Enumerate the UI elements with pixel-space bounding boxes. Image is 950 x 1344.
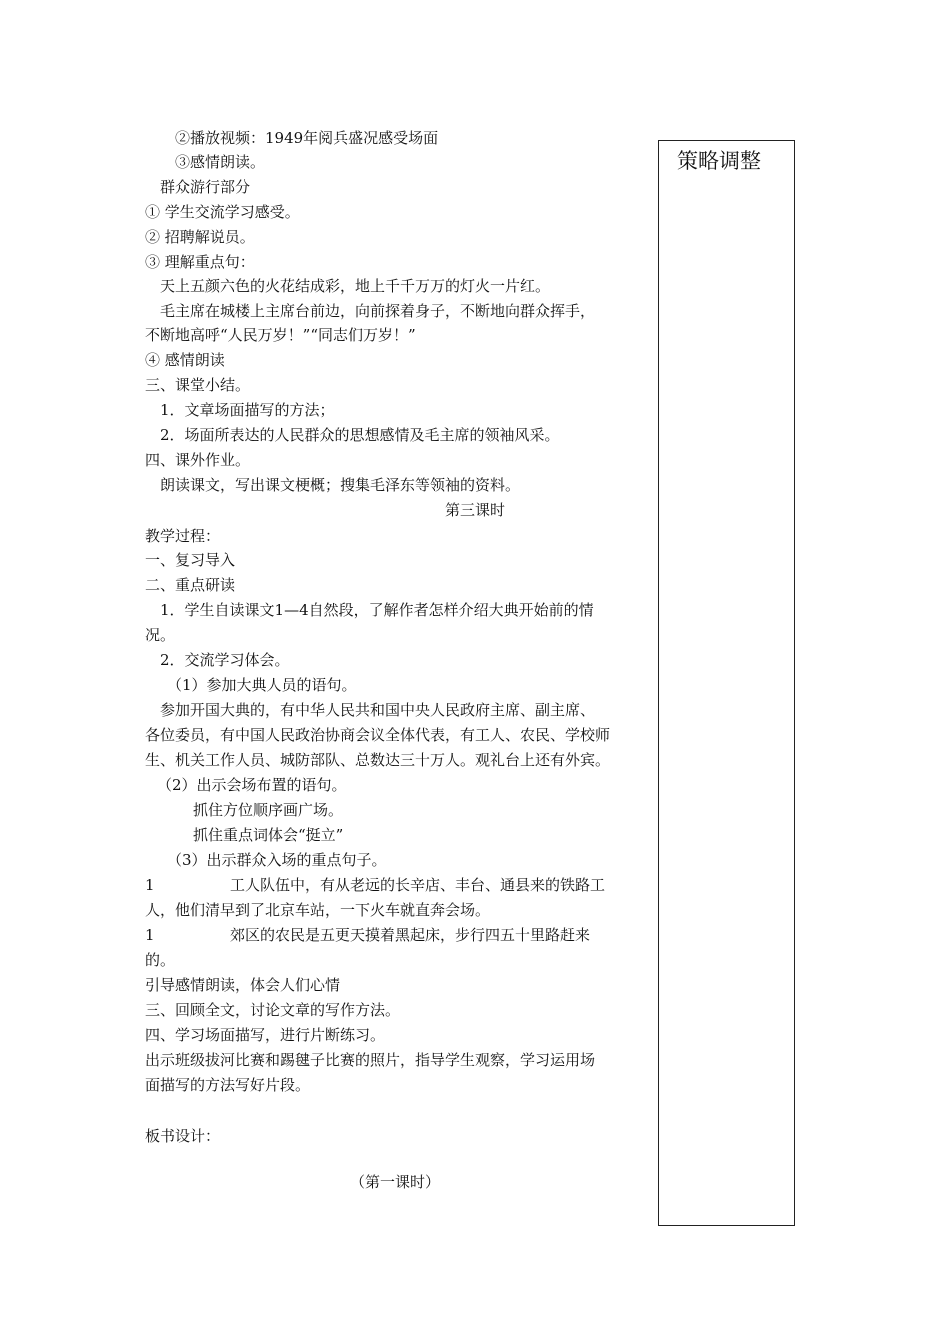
board-design-heading: （第一课时） [350, 1173, 441, 1191]
text-line: 面描写的方法写好片段。 [145, 1076, 311, 1094]
text-line: 的。 [145, 951, 176, 969]
section-heading: 三、回顾全文，讨论文章的写作方法。 [145, 1001, 401, 1019]
text-line: 板书设计： [145, 1127, 221, 1145]
text-line: 朗读课文，写出课文梗概；搜集毛泽东等领袖的资料。 [160, 476, 521, 494]
text-line: 天上五颜六色的火花结成彩，地上千千万万的灯火一片红。 [160, 277, 551, 295]
section-heading: 二、重点研读 [145, 576, 236, 594]
text-line: （1）参加大典人员的语句。 [167, 676, 357, 694]
text-line: （2）出示会场布置的语句。 [157, 776, 347, 794]
lesson-heading: 第三课时 [445, 501, 506, 519]
section-heading: 三、课堂小结。 [145, 376, 251, 394]
text-line: 参加开国大典的，有中华人民共和国中央人民政府主席、副主席、 [160, 701, 596, 719]
text-line: 1．文章场面描写的方法； [160, 401, 335, 419]
text-line: 郊区的农民是五更天摸着黑起床，步行四五十里路赶来 [230, 926, 591, 944]
text-line: 不断地高呼“人民万岁！”“同志们万岁！” [145, 326, 416, 344]
text-line: 生、机关工作人员、城防部队、总数达三十万人。观礼台上还有外宾。 [145, 751, 611, 769]
section-heading: 四、学习场面描写，进行片断练习。 [145, 1026, 386, 1044]
text-line: 引导感情朗读，体会人们心情 [145, 976, 341, 994]
text-line: （3）出示群众入场的重点句子。 [167, 851, 387, 869]
text-line: ②播放视频：1949年阅兵盛况感受场面 [175, 129, 439, 147]
text-line: 工人队伍中，有从老远的长辛店、丰台、通县来的铁路工 [230, 876, 606, 894]
strategy-adjustment-title: 策略调整 [677, 149, 761, 173]
text-line: 出示班级拔河比赛和踢毽子比赛的照片，指导学生观察，学习运用场 [145, 1051, 596, 1069]
text-line: 2．场面所表达的人民群众的思想感情及毛主席的领袖风采。 [160, 426, 560, 444]
text-line: 抓住方位顺序画广场。 [193, 801, 344, 819]
text-line: 1．学生自读课文1—4自然段，了解作者怎样介绍大典开始前的情 [160, 601, 594, 619]
strategy-adjustment-box [658, 140, 795, 1226]
text-line: 毛主席在城楼上主席台前边，向前探着身子，不断地向群众挥手， [160, 302, 596, 320]
section-heading: 四、课外作业。 [145, 451, 251, 469]
list-item [145, 873, 605, 897]
list-marker: 1 [145, 926, 155, 944]
text-line: ① 学生交流学习感受。 [145, 203, 300, 221]
text-line: ③感情朗读。 [175, 153, 266, 171]
list-marker: 1 [145, 876, 155, 894]
text-line: 况。 [145, 626, 176, 644]
text-line: 教学过程： [145, 527, 221, 545]
text-line: 人，他们清早到了北京车站，一下火车就直奔会场。 [145, 901, 491, 919]
text-line: 各位委员，有中国人民政治协商会议全体代表，有工人、农民、学校师 [145, 726, 611, 744]
list-item [145, 923, 590, 947]
text-line: 2．交流学习体会。 [160, 651, 290, 669]
text-line: ③ 理解重点句： [145, 253, 255, 271]
section-heading: 一、复习导入 [145, 551, 236, 569]
text-line: ④ 感情朗读 [145, 351, 225, 369]
text-line: 群众游行部分 [160, 178, 251, 196]
text-line: 抓住重点词体会“挺立” [193, 826, 344, 844]
text-line: ② 招聘解说员。 [145, 228, 255, 246]
